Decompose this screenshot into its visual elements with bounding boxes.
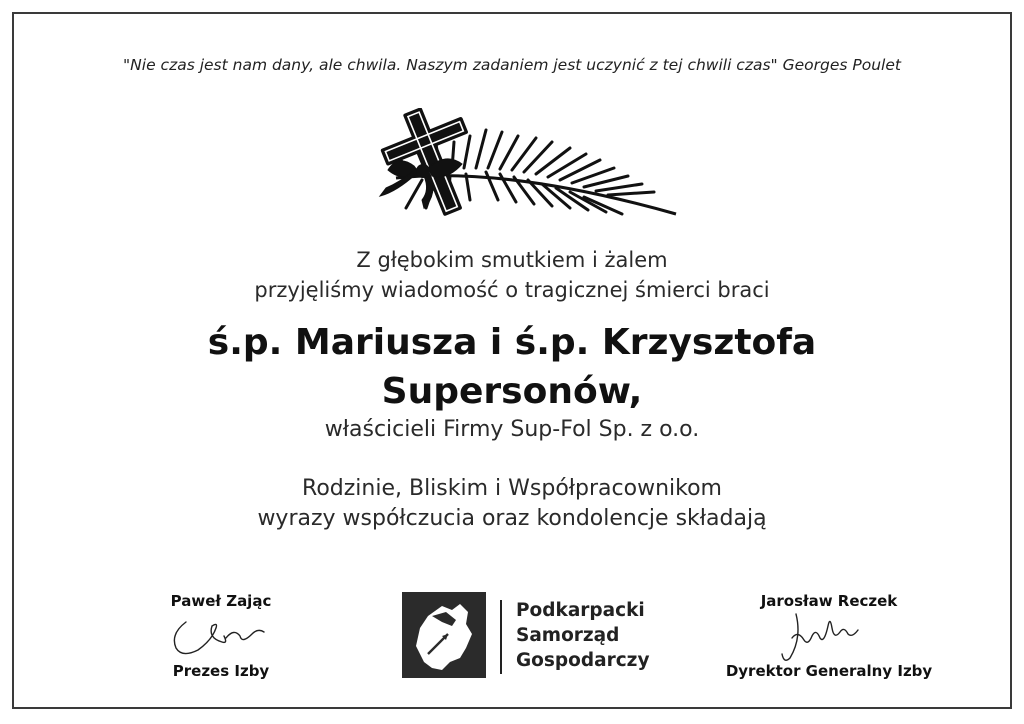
intro-line-2: przyjęliśmy wiadomość o tragicznej śmierci braci [254,278,770,302]
signatory-right [714,592,944,692]
signatory-right-name: Jarosław Reczek [760,592,898,610]
signatory-left [144,592,298,692]
podkarpacie-map-icon [402,592,486,678]
owners-line: właścicieli Firmy Sup-Fol Sp. z o.o. [324,417,700,442]
cross-and-palm-branch-icon [366,108,682,220]
condolence-card [12,12,1012,709]
signatory-left-name: Paweł Zając [170,592,272,610]
logo-line-3: Gospodarczy [516,650,650,671]
logo-text [516,598,650,673]
logo-line-2: Samorząd [516,625,620,646]
organization-logo [402,592,682,682]
quote: "Nie czas jest nam dany, ale chwila. Naszym zadaniem jest uczynić z tej chwili czas" Georges Poulet [123,56,901,74]
condolence-line-1: Rodzinie, Bliskim i Współpracownikom [302,476,722,501]
logo-divider [500,600,502,674]
deceased-line-1: ś.p. Mariusza i ś.p. Krzysztofa [207,322,817,363]
intro-text [14,245,1010,305]
logo-line-1: Podkarpacki [516,600,645,621]
condolence-line-2: wyrazy współczucia oraz kondolencje składają [257,506,767,531]
intro-line-1: Z głębokim smutkiem i żalem [356,248,668,272]
deceased-line-2: Supersonów, [381,371,643,412]
signatory-left-role: Prezes Izby [172,662,270,680]
deceased-names [14,318,1010,416]
condolence-text [14,474,1010,534]
signature-right [776,608,866,668]
signature-left [168,614,278,664]
signatory-right-role: Dyrektor Generalny Izby [725,662,933,680]
